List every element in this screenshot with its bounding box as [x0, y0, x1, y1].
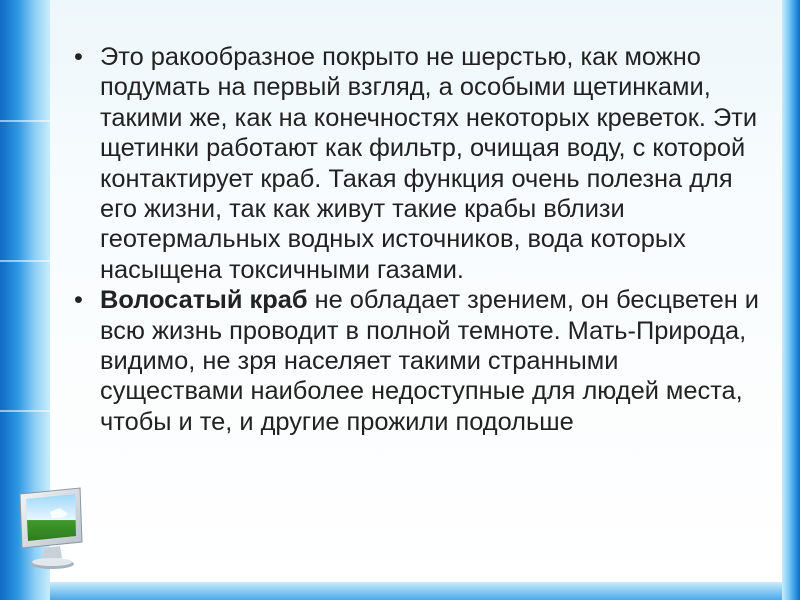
bullet-paragraph-2 [70, 285, 760, 437]
monitor-icon [14, 486, 86, 576]
bullet-dot: • [74, 286, 83, 315]
bullet-dot: • [74, 43, 83, 71]
light-streak [0, 410, 52, 412]
light-streak [0, 120, 52, 122]
bold-lead: Волосатый краб [100, 286, 308, 315]
paragraph-text: не обладает зрением, он бесцветен и всю жизнь проводит в полной темноте. Мать-Природа, видимо, не зря населяет такими странными существами наиболее недоступные для людей места, чтобы и те, и другие прожили подольше [100, 286, 759, 436]
paragraph-text: Это ракообразное покрыто не шерстью, как можно подумать на первый взгляд, а особыми щетинками, такими же, как на конечностях некоторых креветок. Эти щетинки работают как фильтр, очищая воду, с которой контактирует краб. Такая функция очень полезна для его жизни, так как живут такие крабы вблизи геотермальных водных источников, вода которых насыщена токсичными газами. [100, 43, 758, 284]
bottom-decor-band [50, 582, 782, 600]
bullet-paragraph-1 [70, 42, 760, 285]
light-streak [0, 260, 52, 262]
slide-content [70, 42, 760, 437]
right-decor-band [782, 0, 800, 600]
